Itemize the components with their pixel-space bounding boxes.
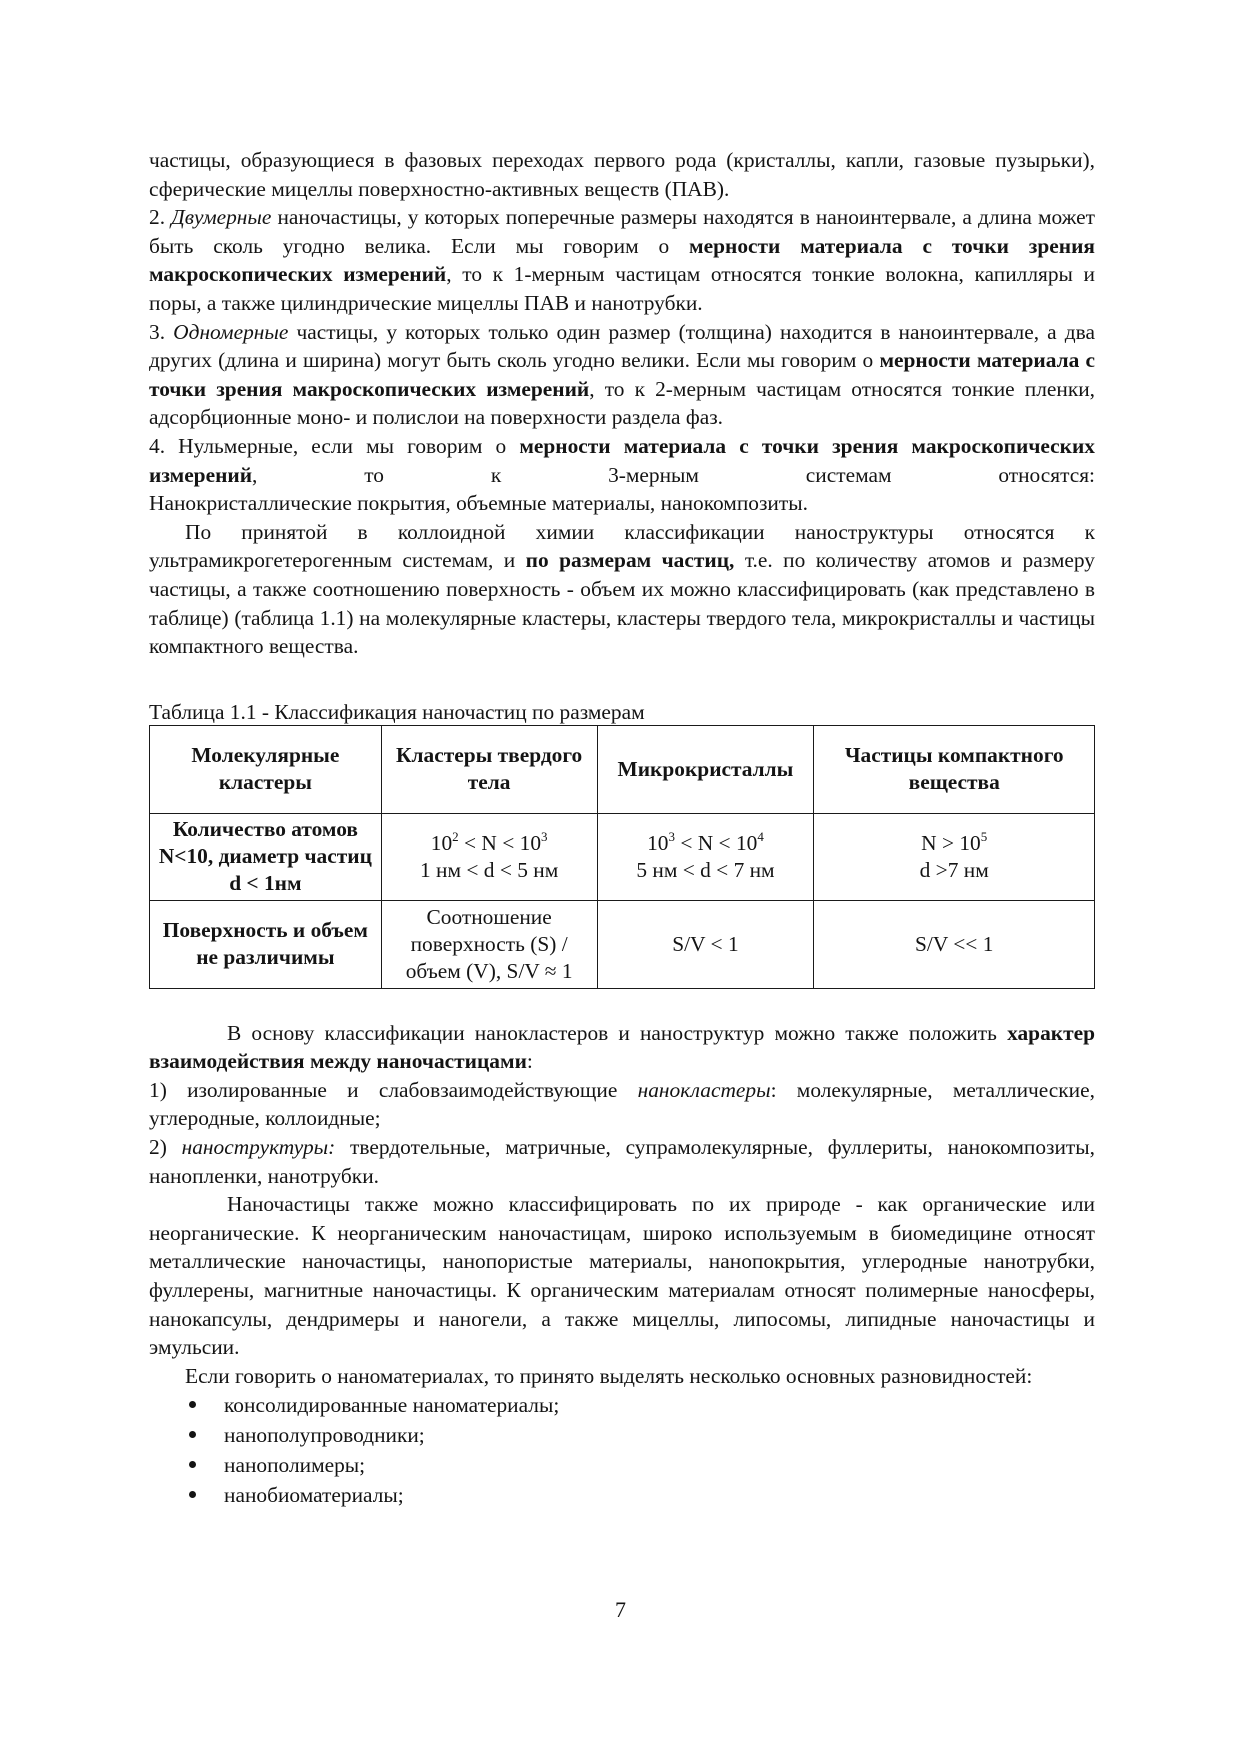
header-microcrystals: Микрокристаллы: [597, 725, 814, 813]
cell-ratio-micro: S/V < 1: [597, 900, 814, 988]
item-two-dimensional: 2. Двумерные наночастицы, у которых поперечные размеры находятся в наноинтервале, а длина может быть сколь угодно велика. Если мы говорим о мерности материала с точки зрения макроскопических измерений, то к 1-мерным частицам относятся тонкие волокна, капилляры и поры, а также цилиндрические мицеллы ПАВ и нанотрубки.: [149, 205, 1095, 315]
item-zero-dimensional-continuation: Нанокристаллические покрытия, объемные материалы, нанокомпозиты.: [149, 491, 808, 516]
list-item-isolated: 1) изолированные и слабовзаимодействующие нанокластеры: молекулярные, металлические, углеродные, коллоидные;: [149, 1077, 1095, 1131]
list-item: нанополупроводники;: [149, 1420, 1095, 1450]
item-zero-dimensional: 4. Нульмерные, если мы говорим о мерности материала с точки зрения макроскопических измерений, то к 3-мерным системам относятся:: [149, 433, 1095, 487]
paragraph-size-classification: По принятой в коллоидной химии классификации наноструктуры относятся к ультрамикрогетерогенным системам, и по размерам частиц, т.е. по количеству атомов и размеру частицы, а также соотношению поверхность - объем их можно классифицировать (как представлено в таблице) (таблица 1.1) на молекулярные кластеры, кластеры твердого тела, микрокристаллы и частицы компактного вещества.: [149, 519, 1095, 659]
list-item: нанополимеры;: [149, 1450, 1095, 1480]
cell-ratio-compact: S/V << 1: [814, 900, 1095, 988]
item-one-dimensional: 3. Одномерные частицы, у которых только один размер (толщина) находится в наноинтервале, а два других (длина и ширина) могут быть сколь угодно велики. Если мы говорим о мерности материала с точки зрения макроскопических измерений, то к 2-мерным частицам относятся тонкие пленки, адсорбционные моно- и полислои на поверхности раздела фаз.: [149, 319, 1096, 430]
cell-ratio-solid: Соотношение поверхность (S) /объем (V), S/V ≈ 1: [381, 900, 597, 988]
header-solid-clusters: Кластеры твердого тела: [381, 725, 597, 813]
paragraph-spherical: частицы, образующиеся в фазовых переходах первого рода (кристаллы, капли, газовые пузырьки), сферические мицеллы поверхностно-активных веществ (ПАВ).: [149, 148, 1095, 201]
nanomaterials-list: [149, 1390, 1095, 1510]
list-item: нанобиоматериалы;: [149, 1480, 1095, 1510]
classification-table: [149, 725, 1095, 989]
table-caption: Таблица 1.1 - Классификация наночастиц по размерам: [149, 699, 645, 724]
header-molecular-clusters: Молекулярные кластеры: [150, 725, 382, 813]
bullet-icon: [189, 1401, 196, 1408]
table-header-row: [150, 725, 1095, 813]
bullet-icon: [189, 1431, 196, 1438]
cell-atom-count: Количество атомов N<10, диаметр частиц d < 1нм: [150, 813, 382, 900]
list-item: консолидированные наноматериалы;: [149, 1390, 1095, 1420]
page-number: 7: [615, 1597, 626, 1622]
list-item-nanostructures: 2) наноструктуры: твердотельные, матричные, супрамолекулярные, фуллериты, нанокомпозиты, нанопленки, нанотрубки.: [149, 1135, 1095, 1188]
table-row: [150, 813, 1095, 900]
page-content: [149, 146, 1095, 1510]
paragraph-interaction-basis: В основу классификации нанокластеров и наноструктур можно также положить характер взаимодействия между наночастицами:: [149, 1020, 1095, 1074]
cell-surface-volume: Поверхность и объем не различимы: [150, 900, 382, 988]
cell-microcrystals-range: $10^3 < N < 10^4$ 5 нм < d < 7 нм: [597, 813, 814, 900]
table-row: [150, 900, 1095, 988]
term-two-dimensional: Двумерные: [171, 205, 272, 230]
bullet-icon: [189, 1461, 196, 1468]
bullet-icon: [189, 1491, 196, 1498]
cell-solid-clusters-range: $10^2 < N < 10^3$ 1 нм < d < 5 нм: [381, 813, 597, 900]
paragraph-varieties: Если говорить о наноматериалах, то принято выделять несколько основных разновидностей:: [185, 1363, 1033, 1388]
header-compact-particles: Частицы компактного вещества: [814, 725, 1095, 813]
paragraph-nature: Наночастицы также можно классифицировать по их природе - как органические или неорганические. К неорганическим наночастицам, широко используемым в биомедицине относят металлические наночастицы, нанопористые материалы, нанопокрытия, углеродные нанотрубки, фуллерены, магнитные наночастицы. К органическим материалам относят полимерные наносферы, нанокапсулы, дендримеры и наногели, а также мицеллы, липосомы, липидные наночастицы и эмульсии.: [149, 1192, 1095, 1360]
term-one-dimensional: Одномерные: [173, 319, 289, 344]
cell-compact-range: $N > 10^5$ d >7 нм: [814, 813, 1095, 900]
